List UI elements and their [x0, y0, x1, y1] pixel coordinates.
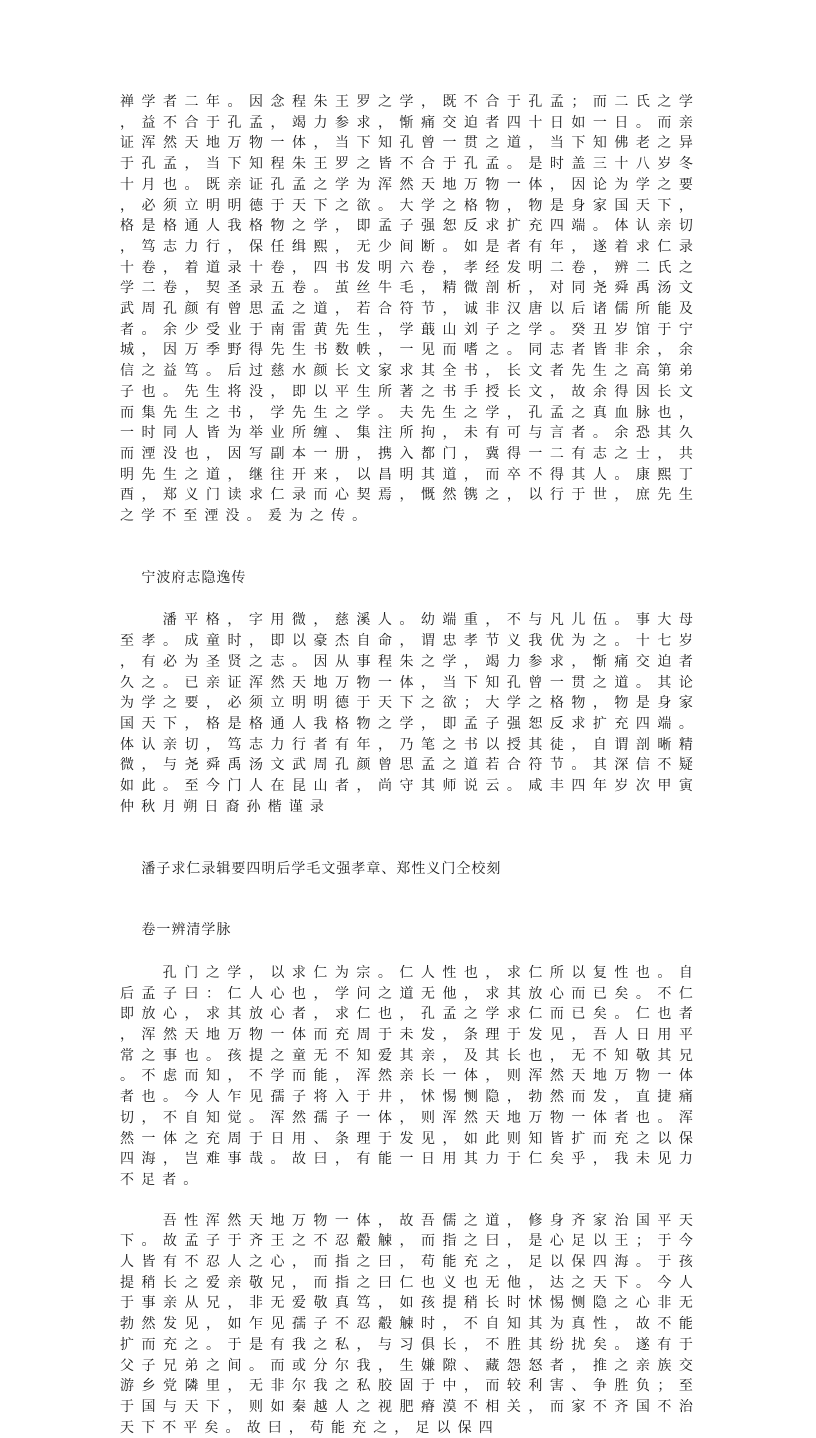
spacer — [120, 527, 700, 568]
chapter-paragraph: 孔门之学，以求仁为宗。仁人性也，求仁所以复性也。自后孟子曰：仁人心也，学问之道无他，求其放心而已矣。不仁即放心，求其放心者，求仁也，孔孟之学求仁而已矣。仁也者，浑然天地万物一体而充周于未发，条理于发见，吾人日用平常之事也。孩提之童无不知爱其亲，及其长也，无不知敬其兄。不虑而知，不学而能，浑然亲长一体，则浑然天地万物一体者也。今人乍见孺子将入于井，怵惕恻隐，勃然而发，直捷痛切，不自知觉。浑然孺子一体，则浑然天地万物一体者也。浑然一体之充周于日用、条理于发见，如此则知皆扩而充之以保四海，岂难事哉。故曰，有能一日用其力于仁矣乎，我未见力不足者。 — [120, 964, 700, 1188]
document-page — [120, 92, 700, 1438]
spacer — [120, 879, 700, 920]
chapter-paragraph: 吾性浑然天地万物一体，故吾儒之道，修身齐家治国平天下。故孟子于齐王之不忍觳觫，而指之曰，是心足以王；于今人皆有不忍人之心，而指之曰，苟能充之，足以保四海。于孩提稍长之爱亲敬兄，而指之曰仁也义也无他，达之天下。今人于事亲从兄，非无爱敬真笃，如孩提稍长时怵惕恻隐之心非无勃然发见，如乍见孺子不忍觳觫时，不自知其为真性，故不能扩而充之。于是有我之私，与习俱长，不胜其纷扰矣。遂有于父子兄弟之间。而或分尔我，生嫌隙、藏怨怒者，推之亲族交游乡党隣里，无非尔我之私胶固于中，而较利害、争胜负；至于国与天下，则如秦越人之视肥瘠漠不相关，而家不齐国不治天下不平矣。故曰，苟能充之，足以保四 — [120, 1212, 700, 1436]
spacer — [120, 1191, 700, 1211]
biography-paragraph: 潘平格，字用微，慈溪人。幼端重，不与凡儿伍。事大母至孝。成童时，即以豪杰自命，谓忠孝节义我优为之。十七岁，有必为圣贤之志。因从事程朱之学，竭力参求，惭痛交迫者久之。已亲证浑然天地万物一体，当下知孔曾一贯之道。其论为学之要，必须立明明德于天下之欲；大学之格物，物是身家国天下，格是格通人我格物之学，即孟子强恕反求扩充四端。体认亲切，笃志力行者有年，乃笔之书以授其徒，自谓剖晰精微，与尧舜禹汤文武周孔颜曾思孟之道若合符节。其深信不疑如此。至今门人在昆山者，尚守其师说云。咸丰四年岁次甲寅仲秋月朔日裔孙楷谨录 — [120, 612, 700, 815]
spacer — [120, 818, 700, 859]
section-title: 宁波府志隐逸传 — [141, 569, 247, 586]
book-title: 潘子求仁录辑要四明后学毛文强孝章、郑性义门仝校刻 — [141, 860, 502, 877]
spacer — [120, 941, 700, 963]
chapter-title: 卷一辨清学脉 — [141, 922, 232, 939]
intro-paragraph: 禅学者二年。因念程朱王罗之学，既不合于孔孟；而二氏之学，益不合于孔孟，竭力参求，惭痛交迫者四十日如一日。而亲证浑然天地万物一体，当下知孔曾一贯之道，当下知佛老之异于孔孟，当下知程朱王罗之皆不合于孔孟。是时盖三十八岁冬十月也。既亲证孔孟之学为浑然天地万物一体，因论为学之要，必须立明明德于天下之欲。大学之格物，物是身家国天下，格是格通人我格物之学，即孟子强恕反求扩充四端。体认亲切，笃志力行，保任缉熙，无少间断。如是者有年，遂着求仁录十卷，着道录十卷，四书发明六卷，孝经发明二卷，辨二氏之学二卷，契圣录五卷。茧丝牛毛，精微剖析，对同尧舜禹汤文武周孔颜有曾思孟之道，若合符节，诚非汉唐以后诸儒所能及者。余少受业于南雷黄先生，学蕺山刘子之学。癸丑岁馆于宁城，因万季野得先生书数帙，一见而嗜之。同志者皆非余，余信之益笃。后过慈水颜长文家求其全书，长文者先生之高第弟子也。先生将没，即以平生所著之书手授长文，故余得因长文而集先生之书，学先生之学。夫先生之学，孔孟之真血脉也，一时同人皆为举业所缠、集注所拘，未有可与言者。余恐其久而湮没也，因写副本一册，携入都门，冀得一二有志之士，共明先生之道，继往开来，以昌明其道，而卒不得其人。康熙丁酉，郑义门读求仁录而心契焉，慨然镌之，以行于世，庶先生之学不至湮没。爰为之传。 — [120, 94, 700, 525]
spacer — [120, 588, 700, 610]
